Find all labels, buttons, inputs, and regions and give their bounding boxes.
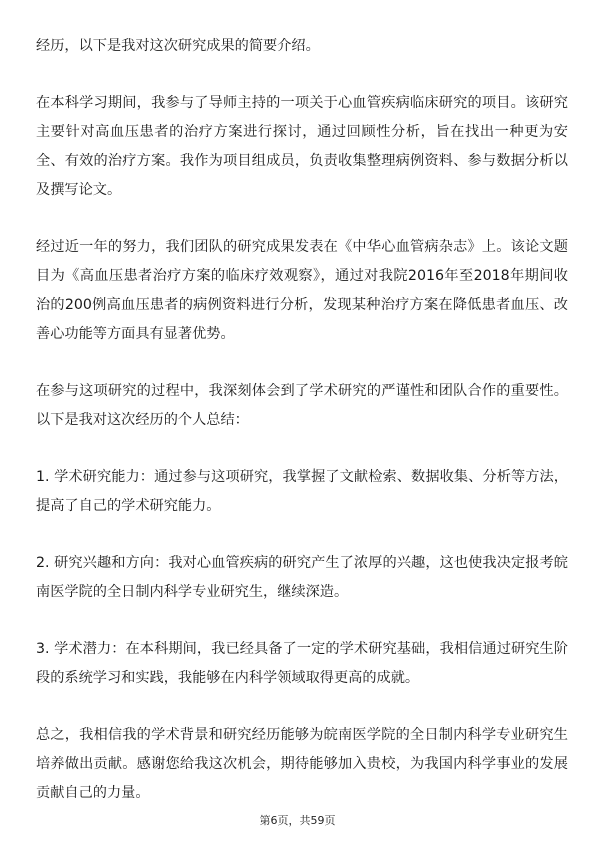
paragraph-intro: 经历，以下是我对这次研究成果的简要介绍。 xyxy=(36,38,320,54)
paragraph-project: 在本科学习期间，我参与了导师主持的一项关于心血管疾病临床研究的项目。该研究主要针对高血压患者的治疗方案进行探讨，通过回顾性分析，旨在找出一种更为安全、有效的治疗方案。我作为项目组成员，负责收集整理病例资料、参与数据分析以及撰写论文。 xyxy=(36,95,568,198)
list-item-research-interest: 2. 研究兴趣和方向：我对心血管疾病的研究产生了浓厚的兴趣，这也使我决定报考皖南医学院的全日制内科学专业研究生，继续深造。 xyxy=(36,555,568,600)
paragraph-conclusion: 总之，我相信我的学术背景和研究经历能够为皖南医学院的全日制内科学专业研究生培养做出贡献。感谢您给我这次机会，期待能够加入贵校，为我国内科学事业的发展贡献自己的力量。 xyxy=(36,727,568,801)
list-item-academic-potential: 3. 学术潜力：在本科期间，我已经具备了一定的学术研究基础，我相信通过研究生阶段的系统学习和实践，我能够在内科学领域取得更高的成就。 xyxy=(36,641,568,686)
paragraph-results: 经过近一年的努力，我们团队的研究成果发表在《中华心血管病杂志》上。该论文题目为《高血压患者治疗方案的临床疗效观察》，通过对我院2016年至2018年期间收治的200例高血压患者的病例资料进行分析，发现某种治疗方案在降低患者血压、改善心功能等方面具有显著优势。 xyxy=(36,239,568,342)
paragraph-reflection: 在参与这项研究的过程中，我深刻体会到了学术研究的严谨性和团队合作的重要性。以下是我对这次经历的个人总结： xyxy=(36,383,568,428)
list-item-research-ability: 1. 学术研究能力：通过参与这项研究，我掌握了文献检索、数据收集、分析等方法，提高了自己的学术研究能力。 xyxy=(36,469,568,514)
page-number: 第6页，共59页 xyxy=(259,814,336,827)
document-body xyxy=(36,32,568,836)
